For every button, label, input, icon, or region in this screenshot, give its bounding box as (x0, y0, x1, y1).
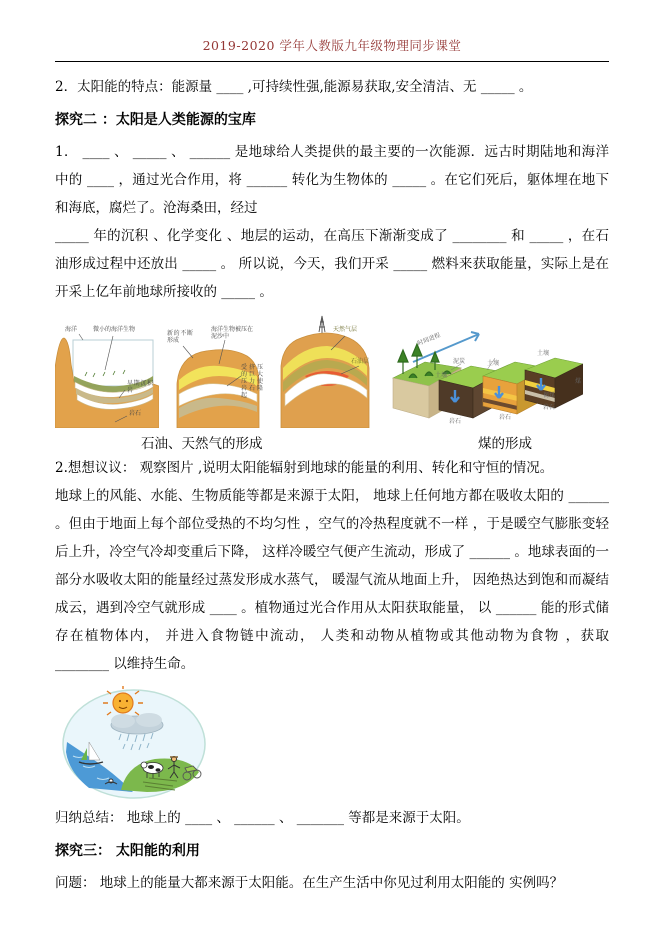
coal-formation-figure (391, 318, 583, 428)
document-body (55, 73, 609, 897)
label-time-progress: 时间进程 (416, 331, 442, 348)
oil-gas-formation-figure (55, 314, 375, 428)
label-lignite: 褐煤 (543, 392, 556, 399)
label-natural-gas-layer: 天然气层 (333, 326, 358, 333)
label-soil-1: 土壤 (435, 372, 448, 379)
caption-coal: 煤的形成 (478, 436, 532, 452)
label-coal: 煤 (575, 378, 582, 385)
figures-row (55, 316, 609, 428)
oil-gas-panel-3 (275, 314, 375, 428)
label-ocean: 海洋 (65, 326, 78, 333)
oil-gas-panel-2 (167, 324, 267, 428)
paragraph-fossil-origin-2: _____ 年的沉积 、化学变化 、地层的运动，在高压下渐渐变成了 ________ 和 _____ ，在石油形成过程中还放出 _____ 。 所以说，今天，我们开采 _____ 燃料来获取能量，实际上是在开采上亿年前地球所接收的 _____ 。 (55, 228, 609, 300)
figure-captions (55, 428, 609, 450)
label-new-layers: 新的不断形成 (167, 330, 193, 344)
paragraph-energy-flow: 地球上的风能、水能、生物质能等都是来源于太阳， 地球上任何地方都在吸收太阳的 ______ 。但由于地面上每个部位受热的不均匀性 ，空气的冷热程度就不一样 ，于是暖空气膨胀变轻后上升，冷空气冷却变重后下降， 这样冷暖空气便产生流动，形成了 ______ 。地球表面的一部分水吸收太阳的能量经过蒸发形成水蒸气， 暖湿气流从地面上升， 因绝热达到饱和而凝结成云，遇到冷空气就形成 ____ 。植物通过光合作用从太阳获取能量， 以 ______ 能的形式储存在植物体内， 并进入食物链中流动， 人类和动物从植物或其他动物为食物 ，获取 ________ 以维持生命。 (55, 488, 609, 672)
label-soil-2: 土壤 (487, 360, 500, 367)
label-rock-3: 岩石 (543, 404, 556, 411)
oil-gas-panel-1 (55, 324, 159, 428)
label-peat: 泥炭 (453, 358, 466, 365)
label-oil-layer: 石油层 (351, 358, 370, 365)
paragraph-question: 问题： 地球上的能量大都来源于太阳能。在生产生活中你见过利用太阳能的 实例吗？ (55, 875, 564, 891)
energy-cycle-cartoon (59, 686, 209, 800)
paragraph-solar-features: 2．太阳能的特点：能源量 ____ ,可持续性强,能源易获取,安全清洁、无 _____ 。 (55, 79, 533, 95)
label-rock: 岩石 (129, 410, 142, 417)
paragraph-summary: 归纳总结： 地球上的 ____ 、 ______ 、 _______ 等都是来源于太阳。 (55, 810, 470, 826)
label-rock-2: 岩石 (499, 414, 512, 421)
energy-cycle-illustration (59, 686, 209, 800)
label-pressure-uplift: 受挤压的巨大压力使岩石隆起 (241, 364, 263, 399)
paragraph-fossil-origin-1: 1． ____ 、 _____ 、 ______ 是地球给人类提供的最主要的一次能源．远古时期陆地和海洋中的 ____ ，通过光合作用，将 ______ 转化为生物体的 _____ 。在它们死后，躯体埋在地下和海底，腐烂了。沧海桑田，经过 (55, 144, 609, 216)
label-soil-3: 土壤 (537, 350, 550, 357)
header-title: 2019-2020 学年人教版九年级物理同步课堂 (202, 38, 462, 53)
heading-explore-3: 探究三： 太阳能的利用 (55, 843, 200, 859)
label-marine-organisms: 微小的海洋生物 (93, 326, 136, 333)
paragraph-think-discuss: 2.想想议议： 观察图片 ,说明太阳能辐射到地球的能量的利用、转化和守恒的情况。 (55, 460, 554, 476)
caption-oil-gas: 石油、天然气的形成 (141, 436, 263, 452)
label-rock-1: 岩石 (449, 418, 462, 425)
page-header (55, 0, 609, 62)
oil-gas-panel-1-illustration (55, 324, 159, 428)
header-divider (55, 61, 609, 62)
label-early-sediment: 早期沉积岩 (127, 380, 153, 394)
label-organisms-buried: 海洋生物被压在泥沙中 (211, 326, 254, 340)
heading-explore-2: 探究二 ：太阳是人类能源的宝库 (55, 112, 256, 128)
coal-formation-illustration (391, 318, 583, 428)
